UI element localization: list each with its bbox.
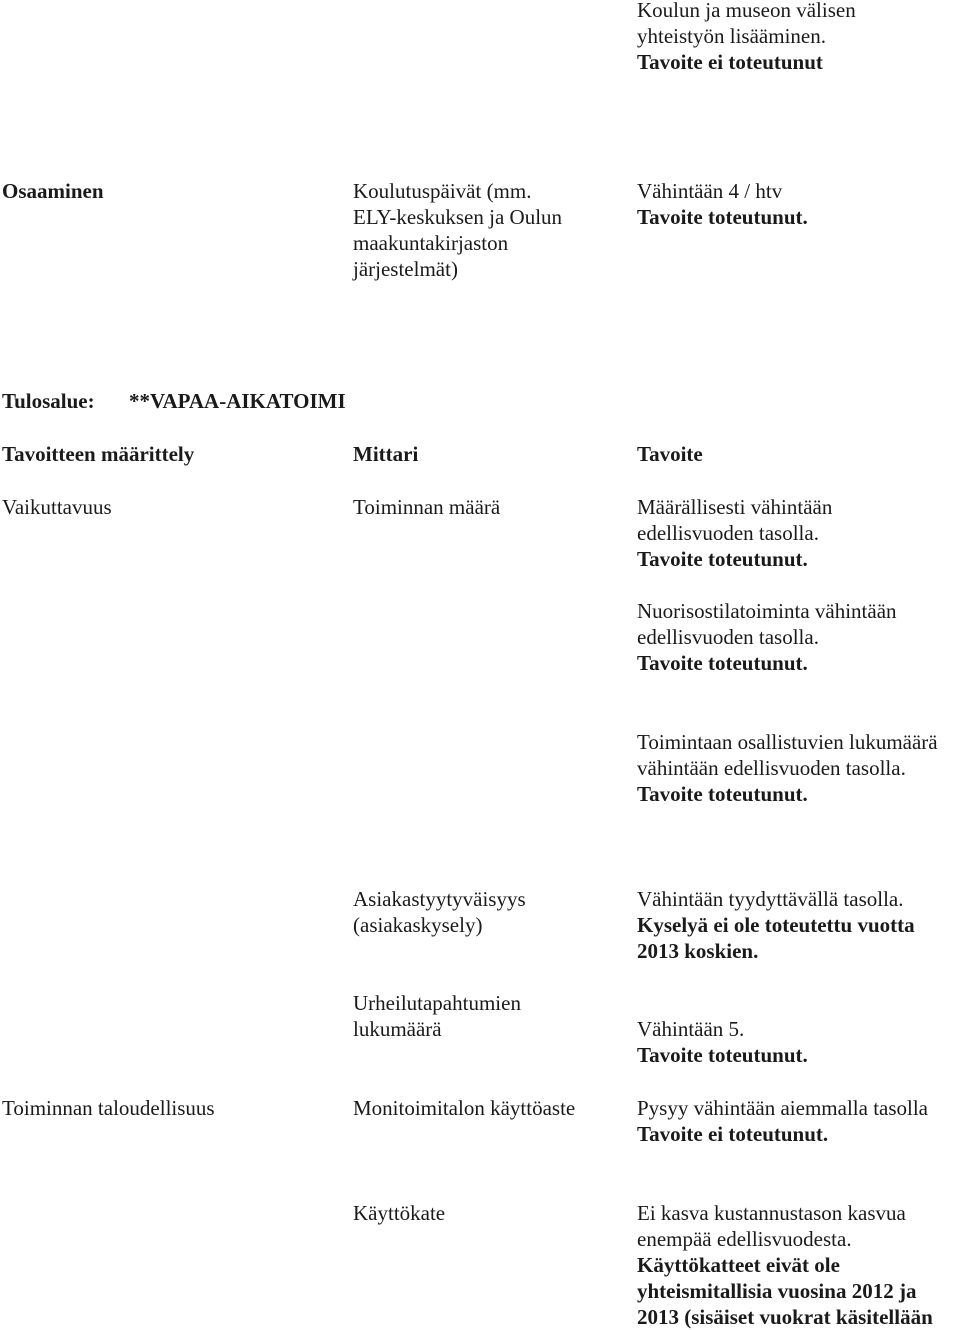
tavoite-status: Kyselyä ei ole toteutettu vuotta — [637, 913, 915, 937]
tavoite-line: enempää edellisvuodesta. — [637, 1227, 852, 1251]
tavoite-text: Pysyy vähintään aiemmalla tasolla — [637, 1096, 929, 1120]
mittari-line: Urheilutapahtumien — [353, 991, 521, 1015]
kayttokate-tavoite — [637, 1200, 933, 1330]
osaaminen-mittari — [353, 178, 562, 282]
section-label: Tulosalue: — [2, 389, 95, 413]
mittari-line: Koulutuspäivät (mm. — [353, 179, 532, 203]
osaaminen-tavoite — [637, 178, 808, 230]
tavoite-status: Tavoite toteutunut. — [637, 547, 808, 571]
top-note-line: yhteistyön lisääminen. — [637, 24, 826, 48]
tavoite-line: edellisvuoden tasolla. — [637, 521, 819, 545]
kayttokate-mittari: Käyttökate — [353, 1201, 446, 1225]
tavoite-status: yhteismitallisia vuosina 2012 ja — [637, 1279, 917, 1303]
top-note — [637, 0, 856, 75]
tavoite-status: 2013 (sisäiset vuokrat käsitellään — [637, 1305, 933, 1329]
tavoite-text: Vähintään 5. — [637, 1017, 745, 1041]
tavoite-line: edellisvuoden tasolla. — [637, 625, 819, 649]
header-tavoite: Tavoite — [637, 442, 703, 466]
tavoite-status: Käyttökatteet eivät ole — [637, 1253, 840, 1277]
vaikuttavuus-tavoite-3 — [637, 729, 938, 807]
tavoite-line: vähintään edellisvuoden tasolla. — [637, 756, 906, 780]
header-mittari: Mittari — [353, 442, 419, 466]
mittari-line: maakuntakirjaston — [353, 231, 509, 255]
mittari-line: järjestelmät) — [353, 257, 458, 281]
mittari-line: (asiakaskysely) — [353, 913, 483, 937]
osaaminen-label: Osaaminen — [2, 179, 104, 203]
tavoite-line: Toimintaan osallistuvien lukumäärä — [637, 730, 938, 754]
vaikuttavuus-tavoite-2 — [637, 598, 897, 676]
tavoite-status: Tavoite toteutunut. — [637, 1043, 808, 1067]
tavoite-text: Vähintään 4 / htv — [637, 179, 783, 203]
tavoite-status: Tavoite ei toteutunut. — [637, 1122, 829, 1146]
tavoite-status: Tavoite toteutunut. — [637, 782, 808, 806]
section-name: **VAPAA-AIKATOIMI — [129, 389, 346, 413]
vaikuttavuus-label: Vaikuttavuus — [2, 495, 112, 519]
tavoite-line: Ei kasva kustannustason kasvua — [637, 1201, 906, 1225]
top-note-line: Koulun ja museon välisen — [637, 0, 856, 22]
vaikuttavuus-tavoite-1 — [637, 494, 832, 572]
mittari-line: ELY-keskuksen ja Oulun — [353, 205, 563, 229]
tavoite-status: Tavoite toteutunut. — [637, 205, 808, 229]
tavoite-status: 2013 koskien. — [637, 939, 759, 963]
tavoite-text: Vähintään tyydyttävällä tasolla. — [637, 887, 904, 911]
header-tavoitteen-maarittely: Tavoitteen määrittely — [2, 442, 195, 466]
urheilu-mittari — [353, 990, 521, 1042]
asiakas-mittari — [353, 886, 526, 938]
talous-mittari: Monitoimitalon käyttöaste — [353, 1096, 576, 1120]
top-note-status: Tavoite ei toteutunut — [637, 50, 823, 74]
urheilu-tavoite — [637, 1016, 808, 1068]
mittari-line: Asiakastyytyväisyys — [353, 887, 526, 911]
talous-tavoite — [637, 1095, 928, 1147]
talous-label: Toiminnan taloudellisuus — [2, 1096, 215, 1120]
vaikuttavuus-mittari: Toiminnan määrä — [353, 495, 501, 519]
tavoite-line: Nuorisostilatoiminta vähintään — [637, 599, 897, 623]
tavoite-status: Tavoite toteutunut. — [637, 651, 808, 675]
mittari-line: lukumäärä — [353, 1017, 442, 1041]
asiakas-tavoite — [637, 886, 915, 964]
tavoite-line: Määrällisesti vähintään — [637, 495, 833, 519]
